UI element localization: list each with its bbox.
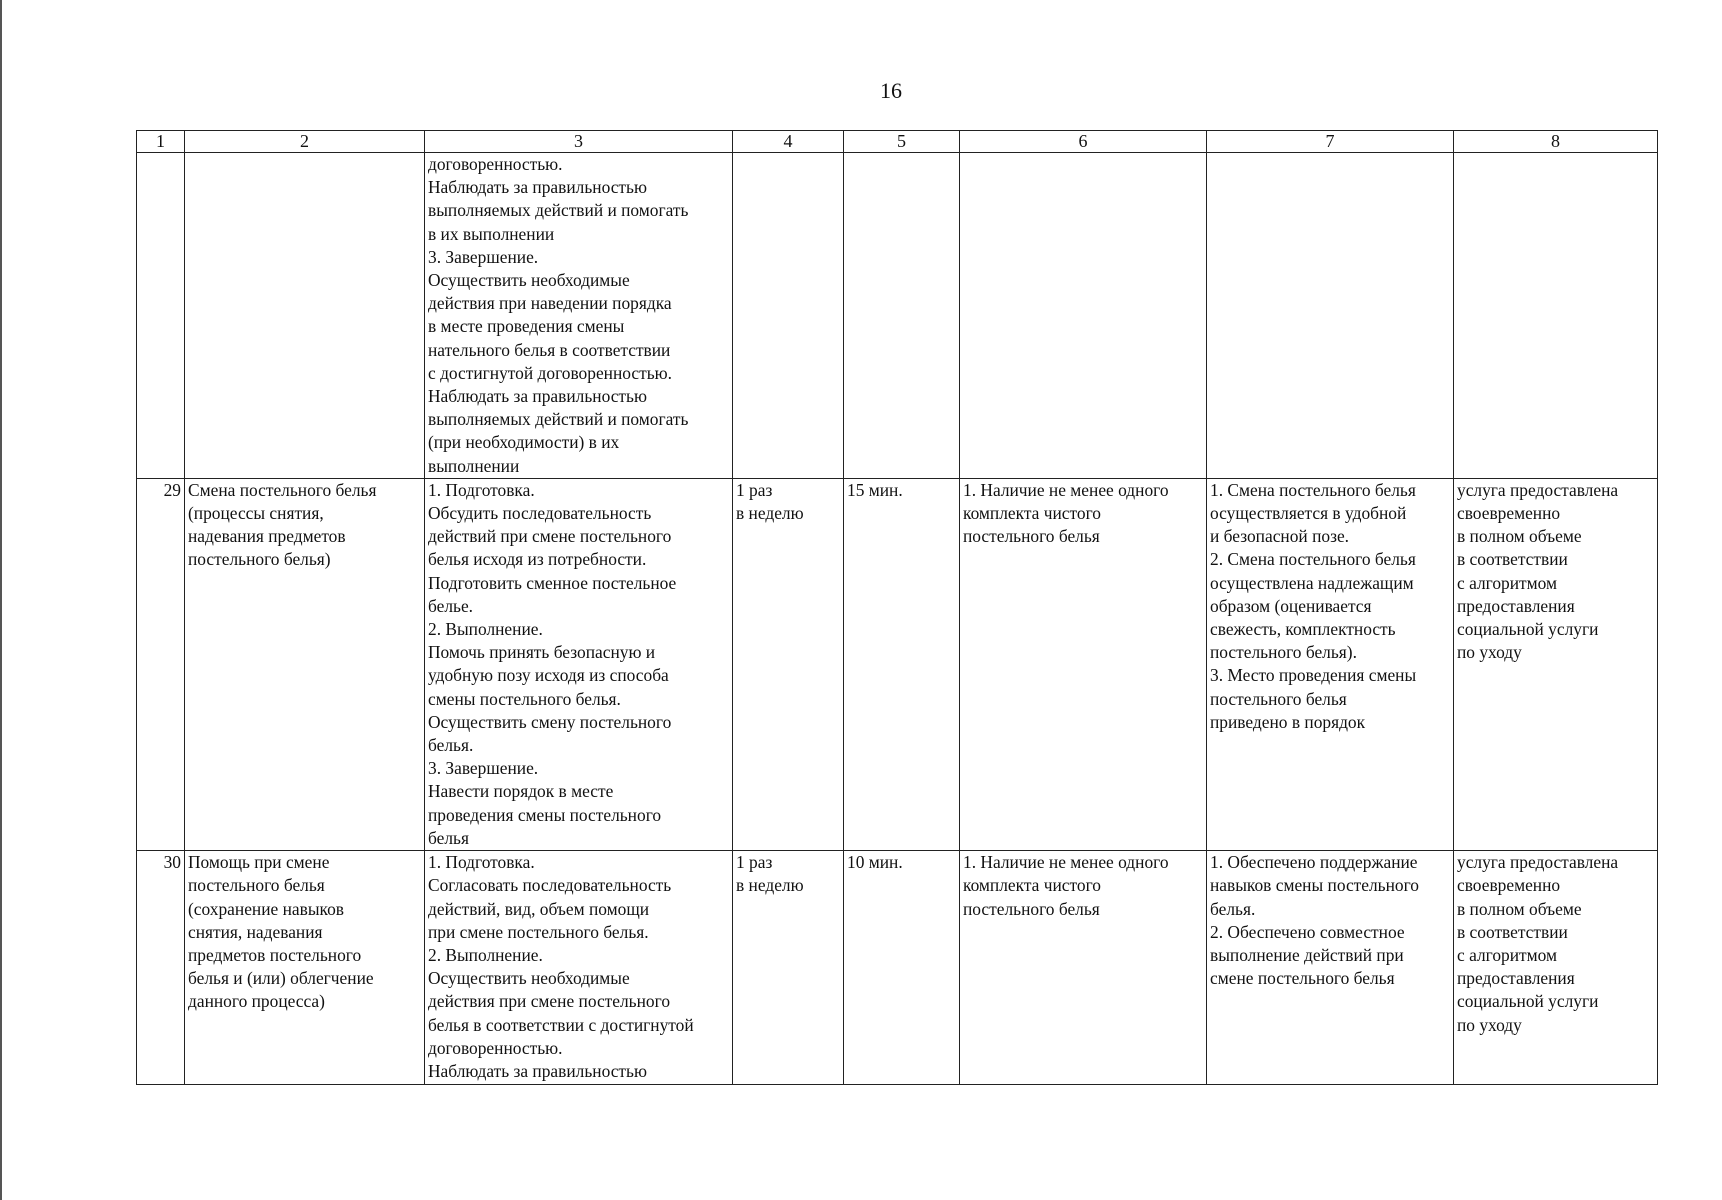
service-name <box>185 153 425 479</box>
column-number: 6 <box>960 131 1207 153</box>
conditions <box>960 153 1207 479</box>
procedure-text: 1. Подготовка. Обсудить последовательность действий при смене постельного белья исходя из потребности. Подготовить сменное постельное белье. 2. Выполнение. Помочь принять безопасную и удобную позу исходя из способа смены постельного белья. Осуществить смену постельного белья. 3. Завершение. Навести порядок в месте проведения смены постельного белья <box>425 478 733 850</box>
row-number: 29 <box>137 478 185 850</box>
column-number: 2 <box>185 131 425 153</box>
quality-indicators: 1. Смена постельного белья осуществляется в удобной и безопасной позе. 2. Смена постельного белья осуществлена надлежащим образом (оценивается свежесть, комплектность постельного белья). 3. Место проведения смены постельного белья приведено в порядок <box>1207 478 1454 850</box>
table-row-continuation <box>137 153 1658 479</box>
table-row <box>137 478 1658 850</box>
row-number: 30 <box>137 851 185 1085</box>
column-number: 7 <box>1207 131 1454 153</box>
service-name: Смена постельного белья (процессы снятия, надевания предметов постельного белья) <box>185 478 425 850</box>
scan-edge-line <box>0 0 2 1200</box>
column-number: 3 <box>425 131 733 153</box>
procedure-text: 1. Подготовка. Согласовать последовательность действий, вид, объем помощи при смене постельного белья. 2. Выполнение. Осуществить необходимые действия при смене постельного белья в соответствии с достигнутой договоренностью. Наблюдать за правильностью <box>425 851 733 1085</box>
page-number: 16 <box>880 78 902 103</box>
quality-indicators <box>1207 153 1454 479</box>
table-row <box>137 851 1658 1085</box>
column-number: 1 <box>137 131 185 153</box>
column-number: 4 <box>733 131 844 153</box>
duration: 15 мин. <box>844 478 960 850</box>
duration <box>844 153 960 479</box>
conditions: 1. Наличие не менее одного комплекта чистого постельного белья <box>960 851 1207 1085</box>
frequency: 1 раз в неделю <box>733 851 844 1085</box>
column-number: 5 <box>844 131 960 153</box>
evaluation: услуга предоставлена своевременно в полном объеме в соответствии с алгоритмом предоставления социальной услуги по уходу <box>1454 851 1658 1085</box>
duration: 10 мин. <box>844 851 960 1085</box>
evaluation <box>1454 153 1658 479</box>
procedure-text: договоренностью. Наблюдать за правильностью выполняемых действий и помогать в их выполнении 3. Завершение. Осуществить необходимые действия при наведении порядка в месте проведения смены нательного белья в соответствии с достигнутой договоренностью. Наблюдать за правильностью выполняемых действий и помогать (при необходимости) в их выполнении <box>425 153 733 479</box>
quality-indicators: 1. Обеспечено поддержание навыков смены постельного белья. 2. Обеспечено совместное выполнение действий при смене постельного белья <box>1207 851 1454 1085</box>
frequency <box>733 153 844 479</box>
evaluation: услуга предоставлена своевременно в полном объеме в соответствии с алгоритмом предоставления социальной услуги по уходу <box>1454 478 1658 850</box>
frequency: 1 раз в неделю <box>733 478 844 850</box>
row-number <box>137 153 185 479</box>
services-table <box>136 130 1658 1085</box>
column-number: 8 <box>1454 131 1658 153</box>
column-number-row <box>137 131 1658 153</box>
conditions: 1. Наличие не менее одного комплекта чистого постельного белья <box>960 478 1207 850</box>
service-name: Помощь при смене постельного белья (сохранение навыков снятия, надевания предметов постельного белья и (или) облегчение данного процесса) <box>185 851 425 1085</box>
